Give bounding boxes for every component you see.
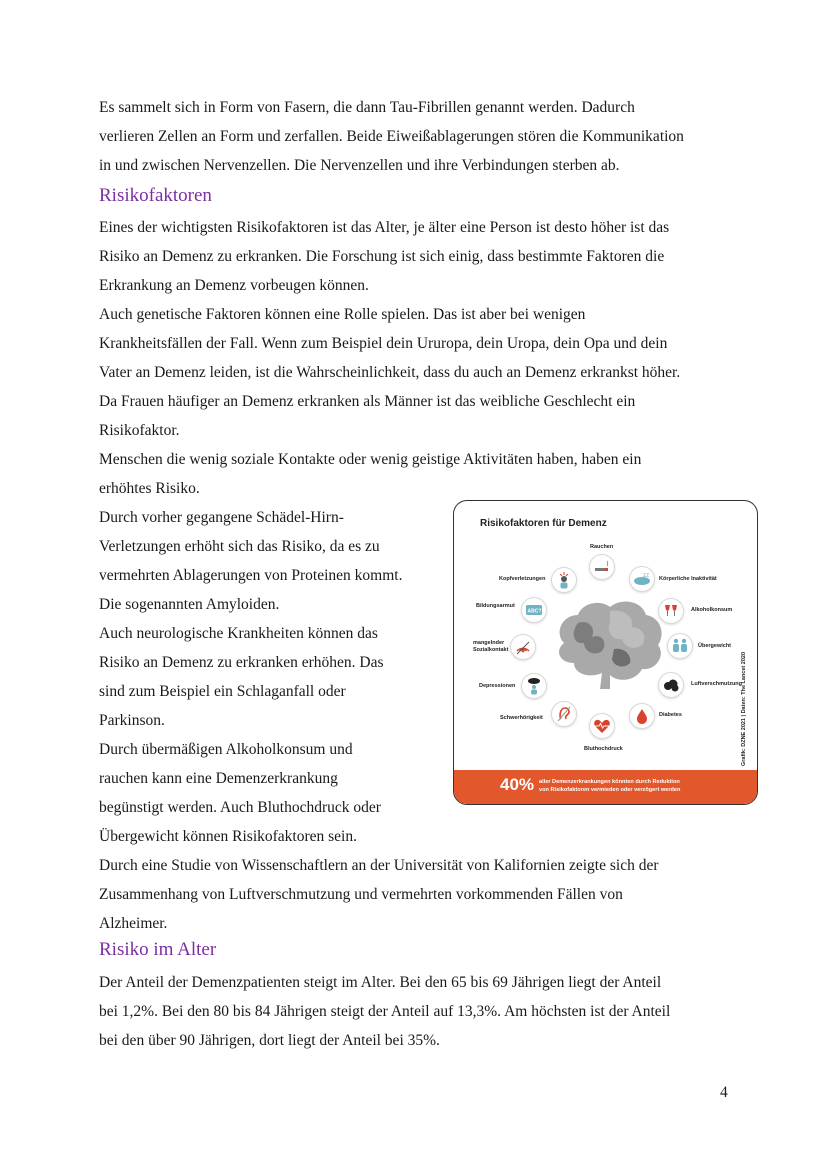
text-line: Parkinson. bbox=[99, 712, 165, 729]
section-heading-risikofaktoren: Risikofaktoren bbox=[99, 185, 212, 206]
text-line: bei den über 90 Jährigen, dort liegt der Anteil bei 35%. bbox=[99, 1032, 440, 1049]
text-line: verlieren Zellen an Form und zerfallen. Beide Eiweißablagerungen stören die Kommunikation bbox=[99, 128, 684, 145]
text-line: Durch eine Studie von Wissenschaftlern an der Universität von Kalifornien zeigte sich der bbox=[99, 857, 659, 874]
factor-label-rauchen: Rauchen bbox=[590, 544, 614, 550]
intro-paragraph bbox=[99, 93, 684, 180]
label-line: Sozialkontakt bbox=[473, 647, 509, 653]
sleep-icon bbox=[630, 567, 654, 591]
smoke-cloud-icon bbox=[659, 673, 683, 697]
factor-icon-bluthochdruck bbox=[590, 714, 614, 738]
svg-text:ABC?: ABC? bbox=[527, 608, 542, 615]
risk-factors-paragraph bbox=[99, 213, 680, 503]
section-heading-risiko-im-alter: Risiko im Alter bbox=[99, 939, 217, 960]
brain-illustration bbox=[544, 593, 669, 693]
signal-icon bbox=[511, 635, 535, 659]
factor-icon-sozialkontakt bbox=[511, 635, 535, 659]
factor-icon-schwerhoerigkeit bbox=[552, 702, 576, 726]
factor-label-bildungsarmut: Bildungsarmut bbox=[476, 603, 515, 609]
abc-board-icon bbox=[522, 598, 546, 622]
text-line: Auch neurologische Krankheiten können das bbox=[99, 625, 378, 642]
infographic-credit: Grafik: DZNE 2021 | Daten: The Lancet 2020 bbox=[741, 651, 747, 766]
factor-icon-rauchen bbox=[590, 555, 614, 579]
text-line: Es sammelt sich in Form von Fasern, die dann Tau-Fibrillen genannt werden. Dadurch bbox=[99, 99, 635, 116]
factor-icon-depressionen bbox=[522, 674, 546, 698]
text-line: Risikofaktor. bbox=[99, 422, 180, 439]
page-number: 4 bbox=[720, 1084, 728, 1101]
blood-drop-icon bbox=[630, 704, 654, 728]
text-line: begünstigt werden. Auch Bluthochdruck oder bbox=[99, 799, 381, 816]
infographic-title: Risikofaktoren für Demenz bbox=[480, 518, 607, 529]
text-line: Die sogenannten Amyloiden. bbox=[99, 596, 280, 613]
text-line: Da Frauen häufiger an Demenz erkranken als Männer ist das weibliche Geschlecht ein bbox=[99, 393, 636, 410]
factor-label-depressionen: Depressionen bbox=[479, 683, 516, 689]
people-icon bbox=[668, 634, 692, 658]
factor-label-uebergewicht: Übergewicht bbox=[698, 643, 732, 649]
risk-factors-wrapped-paragraph bbox=[99, 503, 402, 851]
text-line: Auch genetische Faktoren können eine Rolle spielen. Das ist aber bei wenigen bbox=[99, 306, 586, 323]
factor-label-alkohol: Alkoholkonsum bbox=[691, 607, 733, 613]
text-line: Durch vorher gegangene Schädel-Hirn- bbox=[99, 509, 344, 526]
factor-label-inaktivitaet: Körperliche Inaktivität bbox=[659, 576, 717, 582]
text-line: in und zwischen Nervenzellen. Die Nervenzellen und ihre Verbindungen sterben ab. bbox=[99, 157, 620, 174]
factor-icon-luftverschmutzung bbox=[659, 673, 683, 697]
risk-factors-infographic bbox=[453, 500, 758, 805]
age-risk-paragraph bbox=[99, 968, 670, 1055]
head-injury-icon bbox=[552, 568, 576, 592]
factor-icon-uebergewicht bbox=[668, 634, 692, 658]
factor-label-schwerhoerigkeit: Schwerhörigkeit bbox=[500, 715, 543, 721]
factor-label-luftverschmutzung: Luftverschmutzung bbox=[691, 681, 743, 687]
factor-label-sozialkontakt bbox=[473, 640, 508, 654]
banner-text-line: aller Demenzerkrankungen könnten durch Reduktion bbox=[539, 779, 680, 785]
text-line: Zusammenhang von Luftverschmutzung und vermehrten vorkommenden Fällen von bbox=[99, 886, 623, 903]
factor-label-kopfverletzungen: Kopfverletzungen bbox=[499, 576, 546, 582]
text-line: bei 1,2%. Bei den 80 bis 84 Jährigen steigt der Anteil auf 13,3%. Am höchsten ist der Anteil bbox=[99, 1003, 671, 1020]
text-line: Eines der wichtigsten Risikofaktoren ist das Alter, je älter eine Person ist desto höher ist das bbox=[99, 219, 670, 236]
banner-text-line: von Risikofaktoren vermieden oder verzögert werden bbox=[539, 787, 681, 793]
air-pollution-paragraph bbox=[99, 851, 659, 938]
text-line: rauchen kann eine Demenzerkrankung bbox=[99, 770, 338, 787]
text-line: Erkrankung an Demenz vorbeugen können. bbox=[99, 277, 369, 294]
factor-icon-inaktivitaet bbox=[630, 567, 654, 591]
text-line: Risiko an Demenz zu erkranken. Die Forschung ist sich einig, dass bestimmte Faktoren die bbox=[99, 248, 665, 265]
text-line: Verletzungen erhöht sich das Risiko, da es zu bbox=[99, 538, 380, 555]
label-line: mangelnder bbox=[473, 640, 505, 646]
text-line: Durch übermäßigen Alkoholkonsum und bbox=[99, 741, 353, 758]
text-line: Übergewicht können Risikofaktoren sein. bbox=[99, 828, 357, 845]
text-line: Menschen die wenig soziale Kontakte oder wenig geistige Aktivitäten haben, haben ein bbox=[99, 451, 642, 468]
ear-icon bbox=[552, 702, 576, 726]
text-line: vermehrten Ablagerungen von Proteinen kommt. bbox=[99, 567, 403, 584]
factor-icon-diabetes bbox=[630, 704, 654, 728]
svg-text:zz: zz bbox=[643, 573, 649, 579]
text-line: Krankheitsfällen der Fall. Wenn zum Beispiel dein Ururopa, dein Uropa, dein Opa und dein bbox=[99, 335, 668, 352]
banner-percent: 40% bbox=[500, 775, 535, 794]
text-line: Alzheimer. bbox=[99, 915, 168, 932]
cigarette-icon bbox=[590, 555, 614, 579]
factor-icon-alkohol bbox=[659, 599, 683, 623]
wine-glasses-icon bbox=[659, 599, 683, 623]
rain-cloud-person-icon bbox=[522, 674, 546, 698]
factor-icon-bildungsarmut bbox=[522, 598, 546, 622]
factor-icon-kopfverletzungen bbox=[552, 568, 576, 592]
text-line: erhöhtes Risiko. bbox=[99, 480, 200, 497]
text-line: sind zum Beispiel ein Schlaganfall oder bbox=[99, 683, 346, 700]
banner-text bbox=[539, 778, 739, 794]
infographic-banner bbox=[454, 770, 757, 804]
text-line: Risiko an Demenz zu erkranken erhöhen. Das bbox=[99, 654, 384, 671]
factor-label-bluthochdruck: Bluthochdruck bbox=[584, 746, 623, 752]
text-line: Vater an Demenz leiden, ist die Wahrscheinlichkeit, dass du auch an Demenz erkrankst höher. bbox=[99, 364, 681, 381]
heart-pulse-icon bbox=[590, 714, 614, 738]
text-line: Der Anteil der Demenzpatienten steigt im Alter. Bei den 65 bis 69 Jährigen liegt der Anteil bbox=[99, 974, 662, 991]
factor-label-diabetes: Diabetes bbox=[659, 712, 682, 718]
